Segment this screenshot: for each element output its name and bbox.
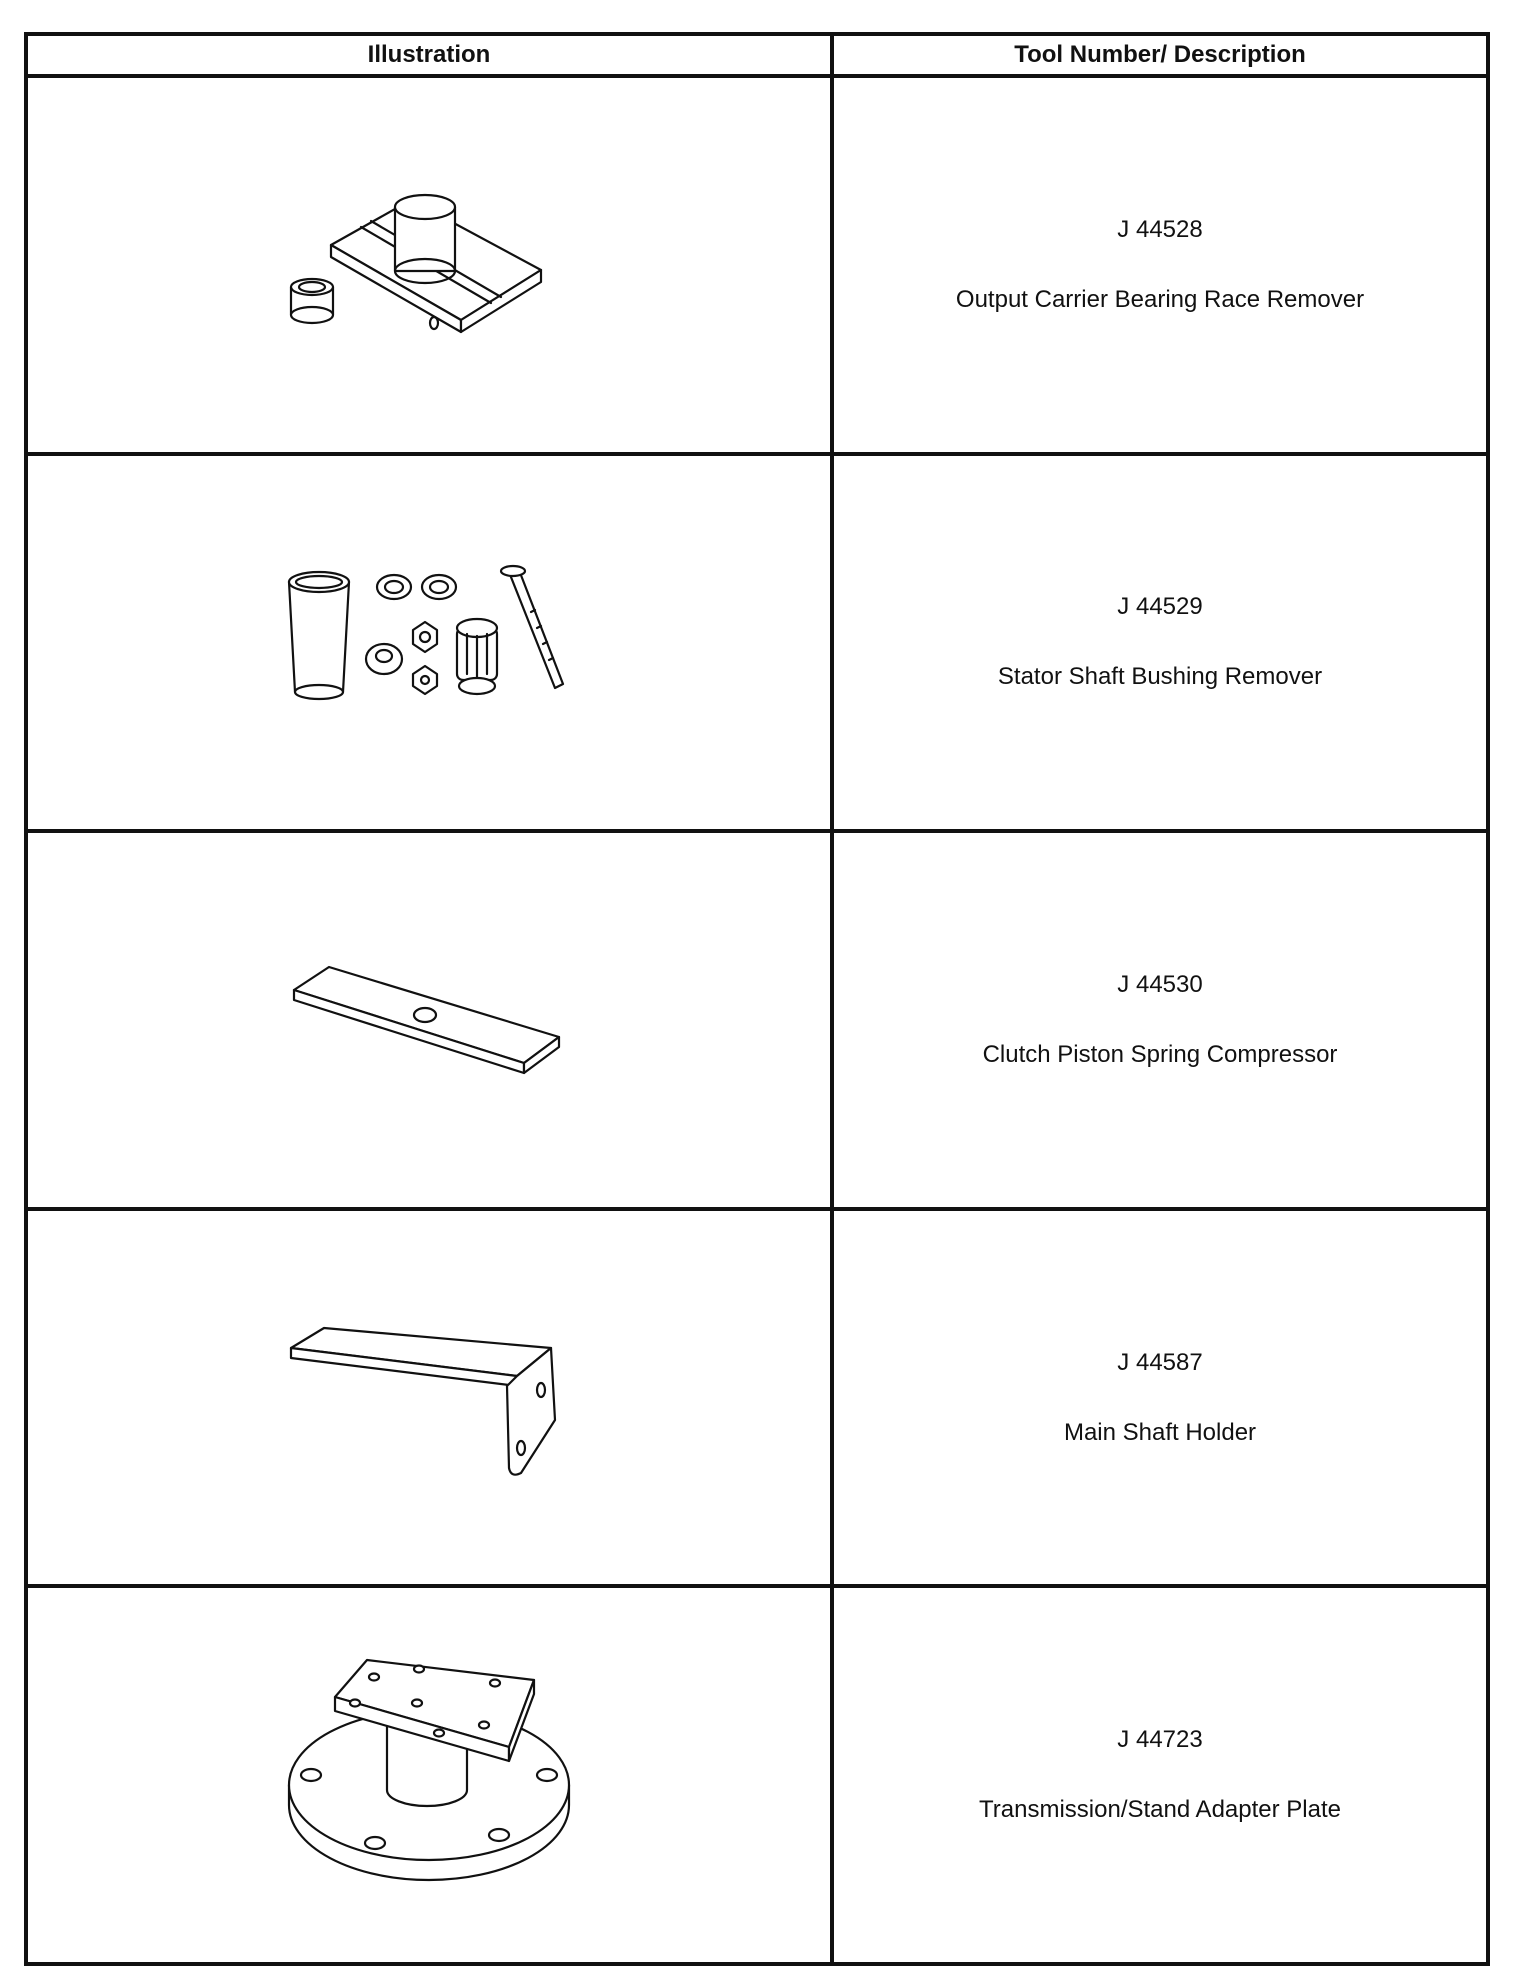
tool-description: Output Carrier Bearing Race Remover	[955, 285, 1365, 313]
illustration-cell	[26, 1586, 832, 1964]
tool-description: Main Shaft Holder	[1063, 1418, 1257, 1446]
main-shaft-holder-bracket-icon	[279, 1308, 579, 1488]
header-tool-description: Tool Number/ Description	[832, 34, 1488, 76]
table-header-row	[26, 34, 1488, 76]
table-row	[26, 454, 1488, 832]
description-cell	[832, 1209, 1488, 1587]
tool-table	[24, 32, 1490, 1966]
table-row	[26, 1209, 1488, 1587]
description-cell	[832, 454, 1488, 832]
tool-number: J 44528	[1117, 215, 1203, 243]
bushing-remover-kit-icon	[279, 562, 579, 722]
tool-description: Stator Shaft Bushing Remover	[997, 663, 1323, 691]
tool-description: Transmission/Stand Adapter Plate	[979, 1796, 1341, 1824]
description-cell	[832, 831, 1488, 1209]
tool-description: Clutch Piston Spring Compressor	[982, 1040, 1338, 1068]
spring-compressor-plate-icon	[279, 945, 579, 1095]
description-cell	[832, 76, 1488, 454]
table-row	[26, 831, 1488, 1209]
tool-number: J 44587	[1117, 1348, 1203, 1376]
illustration-cell	[26, 454, 832, 832]
illustration-cell	[26, 76, 832, 454]
tool-number: J 44723	[1117, 1726, 1203, 1754]
tool-number: J 44529	[1117, 593, 1203, 621]
adapter-plate-icon	[279, 1645, 579, 1905]
table-row	[26, 1586, 1488, 1964]
tool-number: J 44530	[1117, 970, 1203, 998]
description-cell	[832, 1586, 1488, 1964]
bearing-race-remover-icon	[279, 175, 579, 355]
header-illustration: Illustration	[26, 34, 832, 76]
table-row	[26, 76, 1488, 454]
illustration-cell	[26, 1209, 832, 1587]
illustration-cell	[26, 831, 832, 1209]
